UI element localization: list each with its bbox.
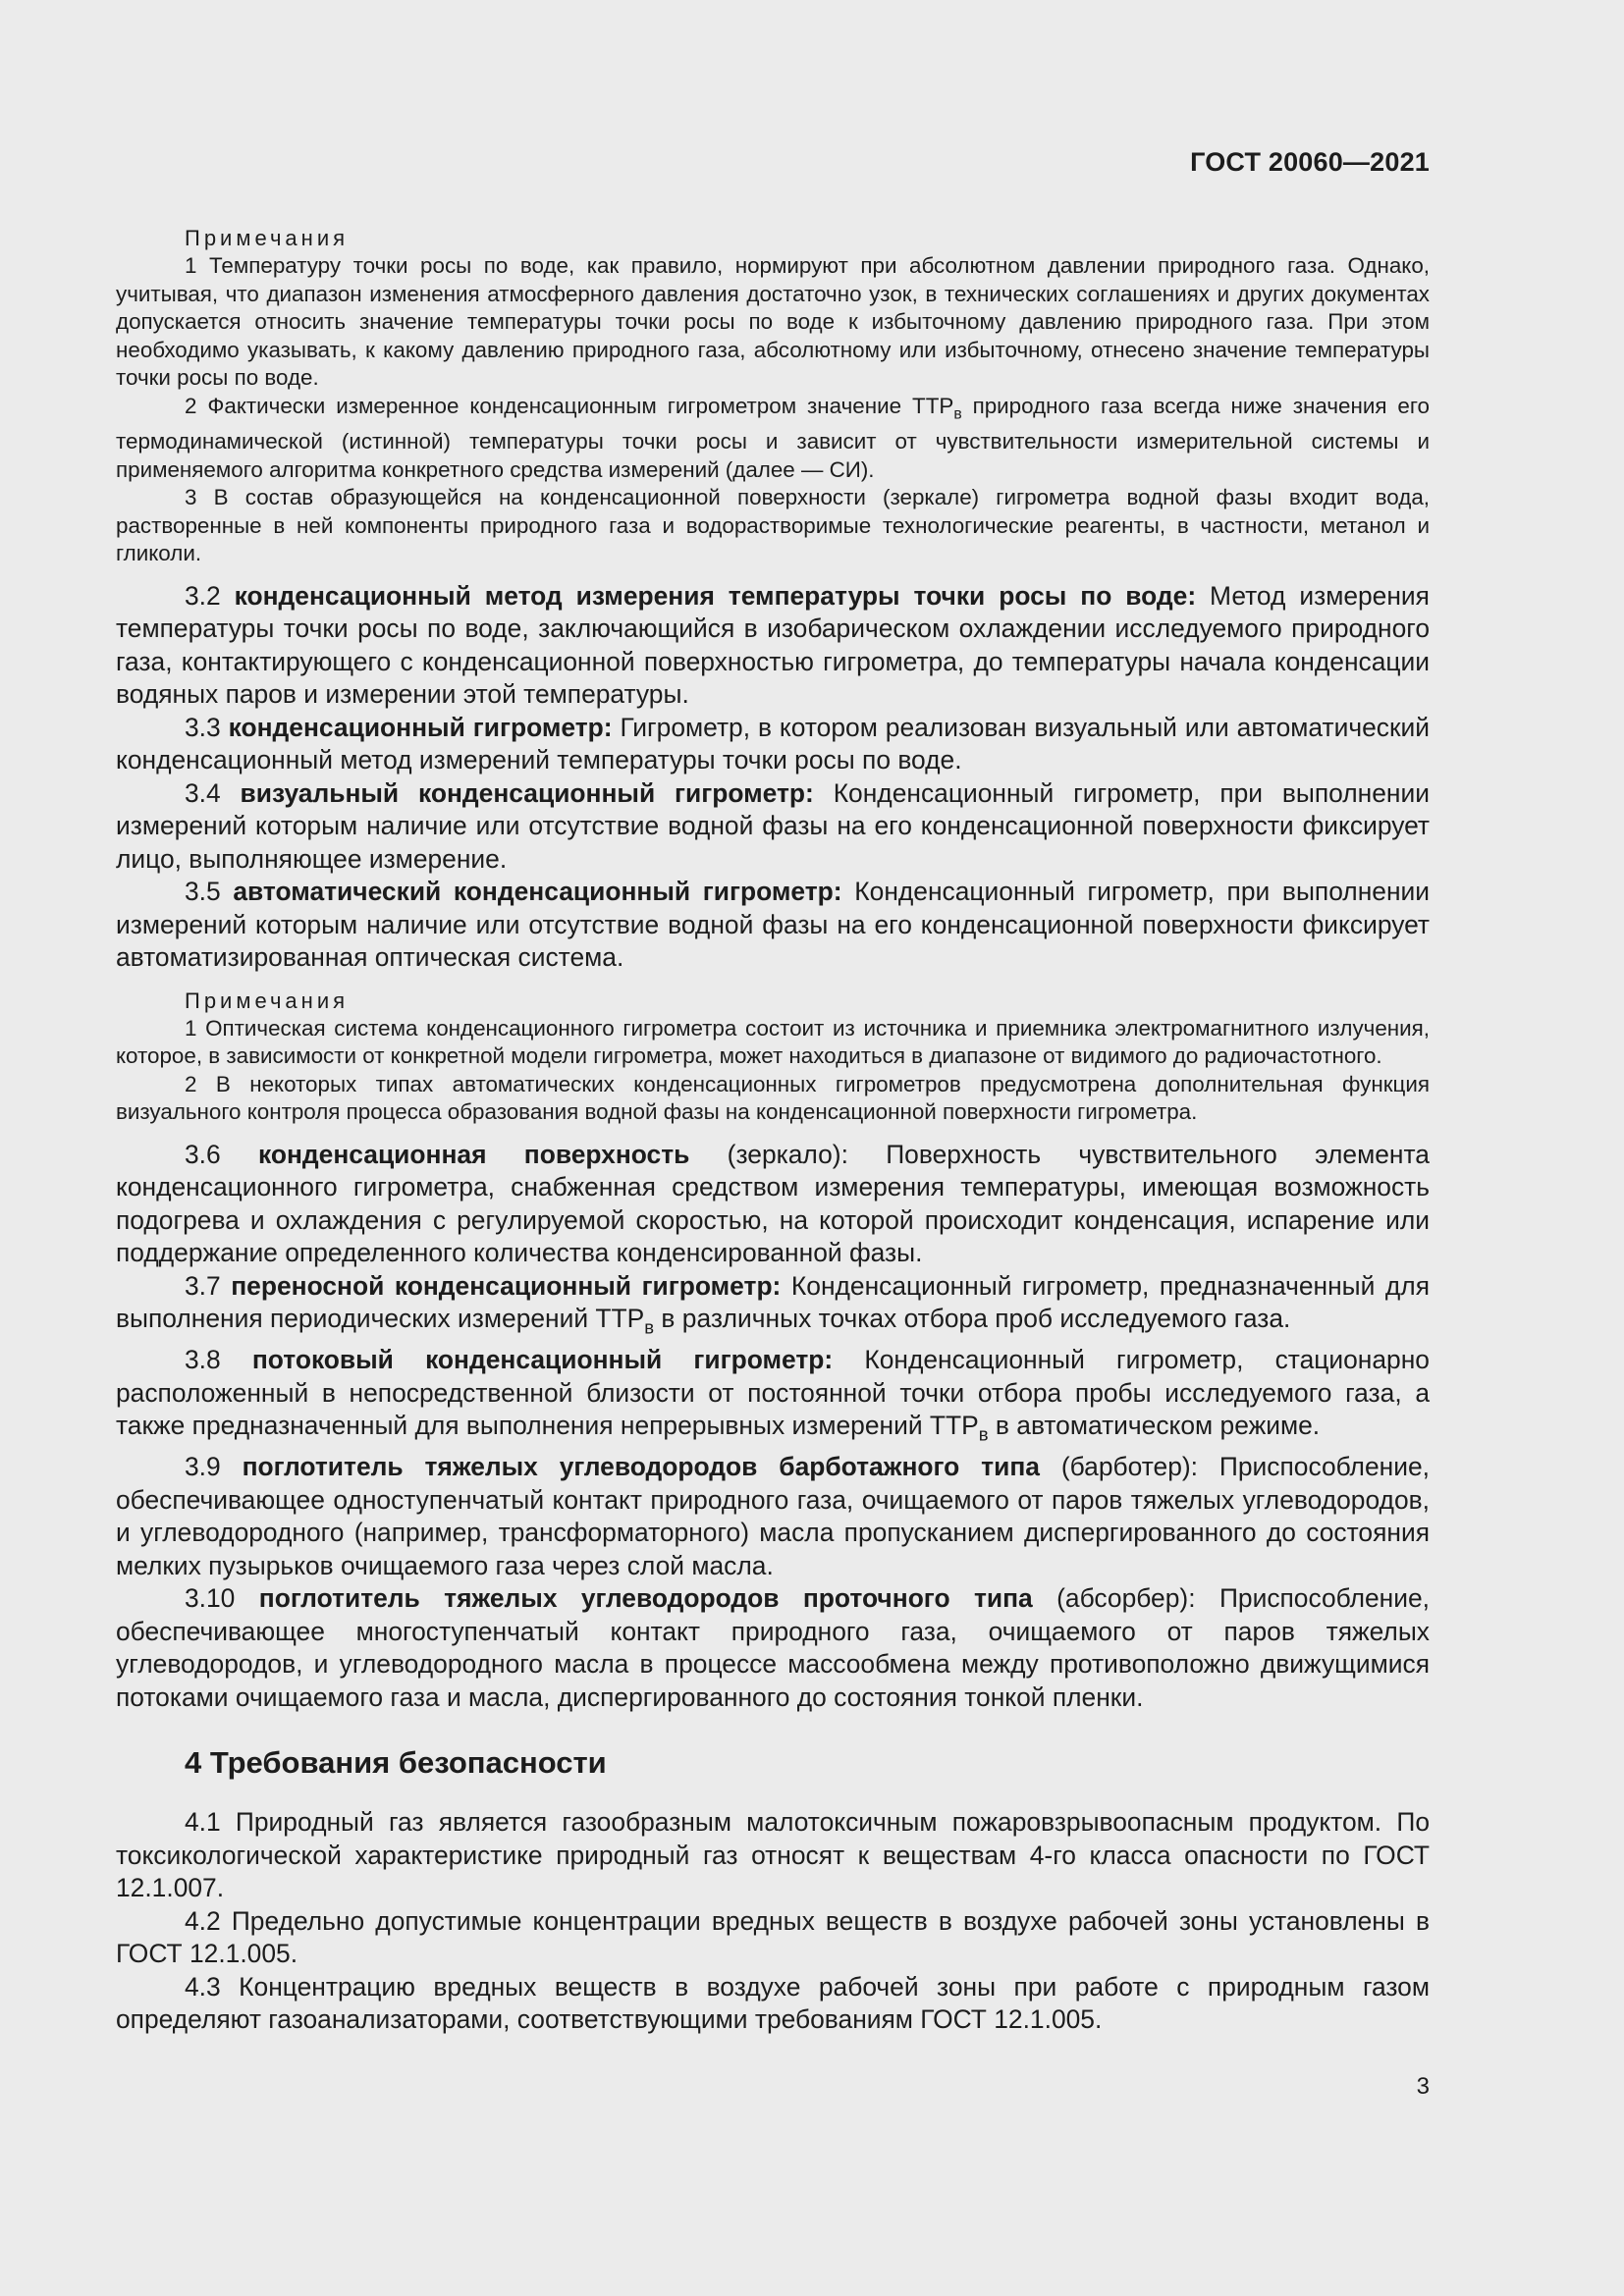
page-content [116, 224, 1430, 2037]
section-paragraph: 4.2 Предельно допустимые концентрации вредных веществ в воздухе рабочей зоны установлены в ГОСТ 12.1.005. [116, 1905, 1430, 1969]
term-definition-3-9: 3.9 поглотитель тяжелых углеводородов барботажного типа (барботер): Приспособление, обеспечивающее одноступенчатый контакт природного газа, очищаемого от паров тяжелых углеводородов, и углеводородного (например, трансформаторного) масла пропусканием диспергированного до состояния мелких пузырьков очищаемого газа через слой масла. [116, 1452, 1430, 1580]
note-item: 1 Температуру точки росы по воде, как правило, нормируют при абсолютном давлении природного газа. Однако, учитывая, что диапазон изменения атмосферного давления достаточно узок, в технических соглашениях и других документах допускается относить значение температуры точки росы по воде к избыточному давлению природного газа. При этом необходимо указывать, к какому давлению природного газа, абсолютному или избыточному, отнесено значение температуры точки росы по воде. [116, 253, 1430, 390]
term-name: конденсационный гигрометр: [228, 712, 613, 742]
term-name: поглотитель тяжелых углеводородов проточного типа [258, 1583, 1033, 1614]
section-paragraph: 4.1 Природный газ является газообразным малотоксичным пожаровзрывоопасным продуктом. По токсикологической характеристике природный газ относят к веществам 4-го класса опасности по ГОСТ 12.1.007. [116, 1807, 1430, 1903]
term-name: поглотитель тяжелых углеводородов барботажного типа [242, 1452, 1040, 1482]
notes-block-1 [116, 224, 1430, 568]
note-item: 1 Оптическая система конденсационного гигрометра состоит из источника и приемника электромагнитного излучения, которое, в зависимости от конкретной модели гигрометра, может находиться в диапазоне от видимого до радиочастотного. [116, 1015, 1430, 1069]
term-name: переносной конденсационный гигрометр: [231, 1270, 782, 1301]
term-name: визуальный конденсационный гигрометр: [240, 777, 814, 808]
note-item: 3 В состав образующейся на конденсационной поверхности (зеркале) гигрометра водной фазы входит вода, растворенные в ней компоненты природного газа и водорастворимые технологические реагенты, в частности, метанол и гликоли. [116, 485, 1430, 566]
term-name: потоковый конденсационный гигрометр: [251, 1345, 834, 1375]
term-definition-3-8: 3.8 потоковый конденсационный гигрометр: Конденсационный гигрометр, стационарно расположенный в непосредственной близости от постоянной точки отбора пробы исследуемого газа, а также предназначенный для выполнения непрерывных измерений $ТТР_в$ в автоматическом режиме. [116, 1345, 1430, 1445]
section-paragraph: 4.3 Концентрацию вредных веществ в воздухе рабочей зоны при работе с природным газом определяют газоанализаторами, соответствующими требованиям ГОСТ 12.1.005. [116, 1971, 1430, 2035]
note-item: 2 Фактически измеренное конденсационным гигрометром значение $ТТР_в$ природного газа всегда ниже значения его термодинамической (истинной) температуры точки росы и зависит от чувствительности измерительной системы и применяемого алгоритма конкретного средства измерений (далее — СИ). [116, 393, 1430, 482]
term-definition-3-6: 3.6 конденсационная поверхность (зеркало): Поверхность чувствительного элемента конденсационного гигрометра, снабженная средством измерения температуры, имеющая возможность подогрева и охлаждения с регулируемой скоростью, на которой происходит конденсация, испарение или поддержание определенного количества конденсированной фазы. [116, 1139, 1430, 1268]
term-definition-3-10: 3.10 поглотитель тяжелых углеводородов проточного типа (абсорбер): Приспособление, обеспечивающее многоступенчатый контакт природного газа, очищаемого от паров тяжелых углеводородов, и углеводородного масла в процессе массообмена между противоположно движущимися потоками очищаемого газа и масла, диспергированного до состояния тонкой пленки. [116, 1583, 1430, 1712]
term-definition-3-2: 3.2 конденсационный метод измерения температуры точки росы по воде: Метод измерения температуры точки росы по воде, заключающийся в изобарическом охлаждении исследуемого природного газа, контактирующего с конденсационной поверхностью гигрометра, до температуры начала конденсации водяных паров и измерении этой температуры. [116, 580, 1430, 710]
term-name: конденсационная поверхность [257, 1139, 690, 1169]
note-item: 2 В некоторых типах автоматических конденсационных гигрометров предусмотрена дополнительная функция визуального контроля процесса образования водной фазы на конденсационной поверхности гигрометра. [116, 1071, 1430, 1125]
term-definition-3-4: 3.4 визуальный конденсационный гигрометр: Конденсационный гигрометр, при выполнении измерений которым наличие или отсутствие водной фазы на его конденсационной поверхности фиксирует лицо, выполняющее измерение. [116, 777, 1430, 874]
notes-block-2 [116, 987, 1430, 1127]
notes-title: Примечания [185, 226, 350, 250]
page-number: 3 [1416, 2073, 1430, 2100]
term-definition-3-3: 3.3 конденсационный гигрометр: Гигрометр, в котором реализован визуальный или автоматический конденсационный метод измерений температуры точки росы по воде. [116, 712, 1430, 775]
term-definition-3-7: 3.7 переносной конденсационный гигрометр: Конденсационный гигрометр, предназначенный для выполнения периодических измерений $ТТР_в$ в различных точках отбора проб исследуемого газа. [116, 1270, 1430, 1338]
term-definition-3-5: 3.5 автоматический конденсационный гигрометр: Конденсационный гигрометр, при выполнении измерений которым наличие или отсутствие водной фазы на его конденсационной поверхности фиксирует автоматизированная оптическая система. [116, 877, 1431, 973]
section-heading: 4 Требования безопасности [185, 1745, 607, 1781]
notes-title: Примечания [185, 988, 350, 1013]
document-id: ГОСТ 20060—2021 [1190, 147, 1430, 177]
term-name: конденсационный метод измерения температуры точки росы по воде: [234, 580, 1197, 611]
term-name: автоматический конденсационный гигрометр: [233, 877, 842, 907]
